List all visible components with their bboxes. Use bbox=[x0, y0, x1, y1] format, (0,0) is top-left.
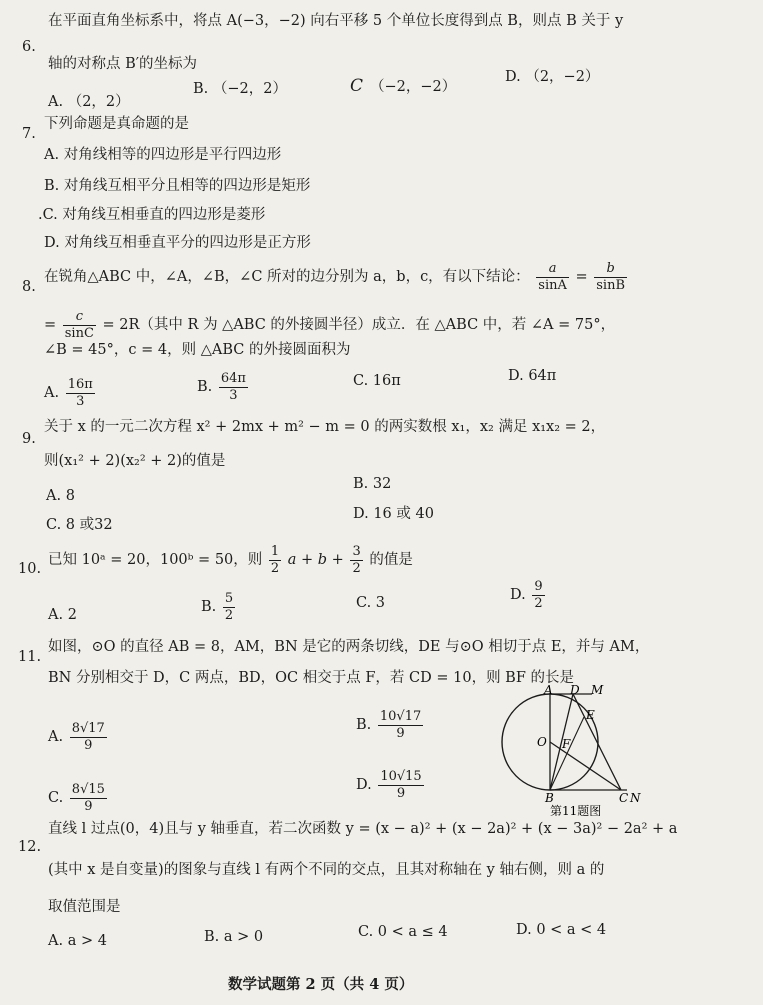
q10-three-numerator: 3 bbox=[352, 544, 361, 559]
q8-stem-line2-text: = 2R（其中 R 为 △ABC 的外接圆半径）成立．在 △ABC 中，若 ∠A = 75°， bbox=[102, 317, 616, 334]
q7-stem: 下列命题是真命题的是 bbox=[44, 116, 189, 132]
q7-option-c: .C. 对角线互相垂直的四边形是菱形 bbox=[38, 207, 266, 223]
q11-label-m: M bbox=[591, 684, 604, 697]
q12-stem-line3: 取值范围是 bbox=[48, 899, 121, 915]
q8-equals-1: = bbox=[575, 269, 588, 286]
q8-stem-line1-text: 在锐角△ABC 中，∠A，∠B，∠C 所对的边分别为 a，b，c，有以下结论： bbox=[44, 269, 530, 286]
q9-stem-line1: 关于 x 的一元二次方程 x² + 2mx + m² − m = 0 的两实数根 x₁，x₂ 满足 x₁x₂ = 2， bbox=[44, 419, 606, 435]
q11-option-a bbox=[48, 722, 109, 752]
q11-option-c-fraction bbox=[70, 783, 107, 813]
q11-label-a: A bbox=[544, 684, 553, 697]
q8-option-d: D. 64π bbox=[508, 368, 557, 384]
q9-number: 9. bbox=[22, 431, 36, 447]
q11-label-d: D bbox=[570, 684, 580, 697]
q10-three-denominator: 2 bbox=[352, 560, 361, 576]
q8-f3-denominator: sinC bbox=[64, 325, 94, 341]
q9-option-c: C. 8 或32 bbox=[46, 517, 113, 533]
q7-option-a: A. 对角线相等的四边形是平行四边形 bbox=[44, 147, 282, 163]
q6-option-a: A. （2，2） bbox=[48, 94, 130, 110]
q6-option-c: （−2，−2） bbox=[370, 79, 457, 95]
q11-label-n: N bbox=[630, 791, 641, 805]
q8-f2-denominator: sinB bbox=[596, 277, 626, 293]
q11-figure-caption: 第11题图 bbox=[550, 804, 602, 816]
q12-stem-line2: (其中 x 是自变量)的图象与直线 l 有两个不同的交点，且其对称轴在 y 轴右侧，则 a 的 bbox=[48, 862, 605, 878]
q10-half-numerator: 1 bbox=[270, 544, 280, 559]
q10-option-b-numerator: 5 bbox=[224, 591, 234, 606]
q11-option-d-numerator: 10√15 bbox=[380, 769, 422, 784]
q12-option-d: D. 0 < a < 4 bbox=[516, 922, 607, 938]
q11-line-dc bbox=[573, 694, 621, 790]
q10-option-d-fraction bbox=[532, 580, 544, 610]
q8-option-b-fraction bbox=[219, 372, 248, 402]
q10-option-b-label: B. bbox=[201, 599, 217, 616]
q8-equals-2: = bbox=[44, 317, 57, 334]
q8-fraction-c-sinc bbox=[63, 310, 96, 340]
q11-label-b: B bbox=[545, 791, 554, 805]
q9-option-a: A. 8 bbox=[46, 488, 75, 504]
q10-stem-mid: a + b + bbox=[287, 552, 344, 569]
q9-option-d: D. 16 或 40 bbox=[353, 506, 434, 522]
q8-option-b bbox=[197, 372, 250, 402]
q11-option-c-denominator: 9 bbox=[84, 798, 93, 814]
q11-option-d-denominator: 9 bbox=[396, 785, 406, 801]
q11-option-d bbox=[356, 770, 426, 800]
q7-number: 7. bbox=[22, 126, 36, 142]
q10-stem-pre: 已知 10ᵃ = 20，100ᵇ = 50，则 bbox=[48, 552, 263, 569]
q11-label-f: F bbox=[562, 737, 571, 751]
q8-option-a-numerator: 16π bbox=[67, 377, 93, 392]
q10-option-b bbox=[201, 592, 237, 622]
q8-stem-line2 bbox=[44, 310, 615, 340]
q11-option-a-numerator: 8√17 bbox=[71, 721, 105, 736]
q8-option-b-numerator: 64π bbox=[220, 371, 246, 386]
q11-option-d-fraction bbox=[378, 770, 423, 800]
q8-option-c: C. 16π bbox=[353, 373, 401, 389]
q6-stem-line1: 在平面直角坐标系中，将点 A(−3，−2) 向右平移 5 个单位长度得到点 B，则点 B 关于 y bbox=[48, 13, 624, 29]
q7-option-b: B. 对角线互相平分且相等的四边形是矩形 bbox=[44, 178, 311, 194]
q12-number: 12. bbox=[18, 839, 42, 855]
q11-option-b-numerator: 10√17 bbox=[379, 709, 422, 724]
q6-stem-line2: 轴的对称点 B′的坐标为 bbox=[48, 56, 198, 72]
q12-option-b: B. a > 0 bbox=[204, 929, 264, 945]
q10-number: 10. bbox=[18, 561, 42, 577]
q10-stem-post: 的值是 bbox=[369, 552, 413, 569]
q8-option-b-denominator: 3 bbox=[229, 387, 238, 403]
q10-option-b-denominator: 2 bbox=[224, 607, 234, 623]
q12-option-a: A. a > 4 bbox=[48, 933, 107, 949]
q11-option-b-fraction bbox=[378, 710, 423, 740]
q8-fraction-b-sinb bbox=[594, 262, 627, 292]
q11-label-c: C bbox=[619, 791, 629, 805]
q8-option-a-fraction bbox=[66, 378, 95, 408]
q10-option-c: C. 3 bbox=[356, 595, 386, 611]
q11-option-a-fraction bbox=[70, 722, 107, 752]
q11-option-c bbox=[48, 783, 109, 813]
q10-option-b-fraction bbox=[223, 592, 235, 622]
q10-option-d-numerator: 9 bbox=[534, 579, 543, 594]
q6-number: 6. bbox=[22, 39, 36, 55]
q8-f2-numerator: b bbox=[594, 262, 627, 278]
q11-option-a-label: A. bbox=[48, 729, 64, 746]
q8-option-a bbox=[44, 378, 97, 408]
q8-stem-line1 bbox=[44, 262, 629, 292]
q11-line-be bbox=[550, 717, 584, 790]
q11-option-b-label: B. bbox=[356, 717, 372, 734]
q10-option-d-denominator: 2 bbox=[534, 595, 543, 611]
page-footer: 数学试题第 2 页（共 4 页） bbox=[228, 976, 414, 993]
q11-option-b-denominator: 9 bbox=[396, 725, 405, 741]
q9-option-b: B. 32 bbox=[353, 476, 392, 492]
q7-option-d: D. 对角线互相垂直平分的四边形是正方形 bbox=[44, 235, 311, 251]
q11-option-a-denominator: 9 bbox=[84, 737, 93, 753]
q11-stem-line2: BN 分别相交于 D，C 两点，BD，OC 相交于点 F，若 CD = 10，则 BF 的长是 bbox=[48, 670, 575, 686]
q6-option-c-mark: C bbox=[350, 76, 364, 96]
q9-stem-line2: 则(x₁² + 2)(x₂² + 2)的值是 bbox=[44, 453, 226, 469]
q8-number: 8. bbox=[22, 279, 36, 295]
q6-option-d: D. （2，−2） bbox=[505, 69, 600, 85]
q6-option-b: B. （−2，2） bbox=[193, 81, 287, 97]
q11-figure bbox=[495, 684, 655, 816]
q8-option-a-label: A. bbox=[44, 385, 60, 402]
q10-option-d bbox=[510, 580, 547, 610]
q11-label-e: E bbox=[586, 708, 595, 722]
q8-stem-line3: ∠B = 45°，c = 4，则 △ABC 的外接圆面积为 bbox=[44, 342, 351, 358]
q8-fraction-a-sina bbox=[536, 262, 569, 292]
q10-fraction-three-halves bbox=[350, 545, 362, 575]
q8-f1-numerator: a bbox=[536, 262, 569, 278]
q10-stem bbox=[48, 545, 413, 575]
q10-half-denominator: 2 bbox=[270, 560, 280, 576]
q10-option-d-label: D. bbox=[510, 587, 526, 604]
q11-stem-line1: 如图，⊙O 的直径 AB = 8，AM，BN 是它的两条切线，DE 与⊙O 相切于点 E，并与 AM， bbox=[48, 639, 650, 655]
q11-number: 11. bbox=[18, 649, 42, 665]
q8-f1-denominator: sinA bbox=[538, 277, 567, 293]
q8-option-a-denominator: 3 bbox=[76, 393, 85, 409]
q11-option-c-label: C. bbox=[48, 790, 64, 807]
q12-option-c: C. 0 < a ≤ 4 bbox=[358, 924, 448, 940]
q11-option-b bbox=[356, 710, 425, 740]
q8-f3-numerator: c bbox=[63, 310, 96, 326]
q11-option-c-numerator: 8√15 bbox=[71, 782, 105, 797]
q11-option-d-label: D. bbox=[356, 777, 372, 794]
q12-stem-line1: 直线 l 过点(0，4)且与 y 轴垂直，若二次函数 y = (x − a)² + (x − 2a)² + (x − 3a)² − 2a² + a bbox=[48, 821, 678, 837]
q10-fraction-half bbox=[269, 545, 281, 575]
q11-label-o: O bbox=[537, 735, 547, 749]
q10-option-a: A. 2 bbox=[48, 607, 77, 623]
q8-option-b-label: B. bbox=[197, 379, 213, 396]
